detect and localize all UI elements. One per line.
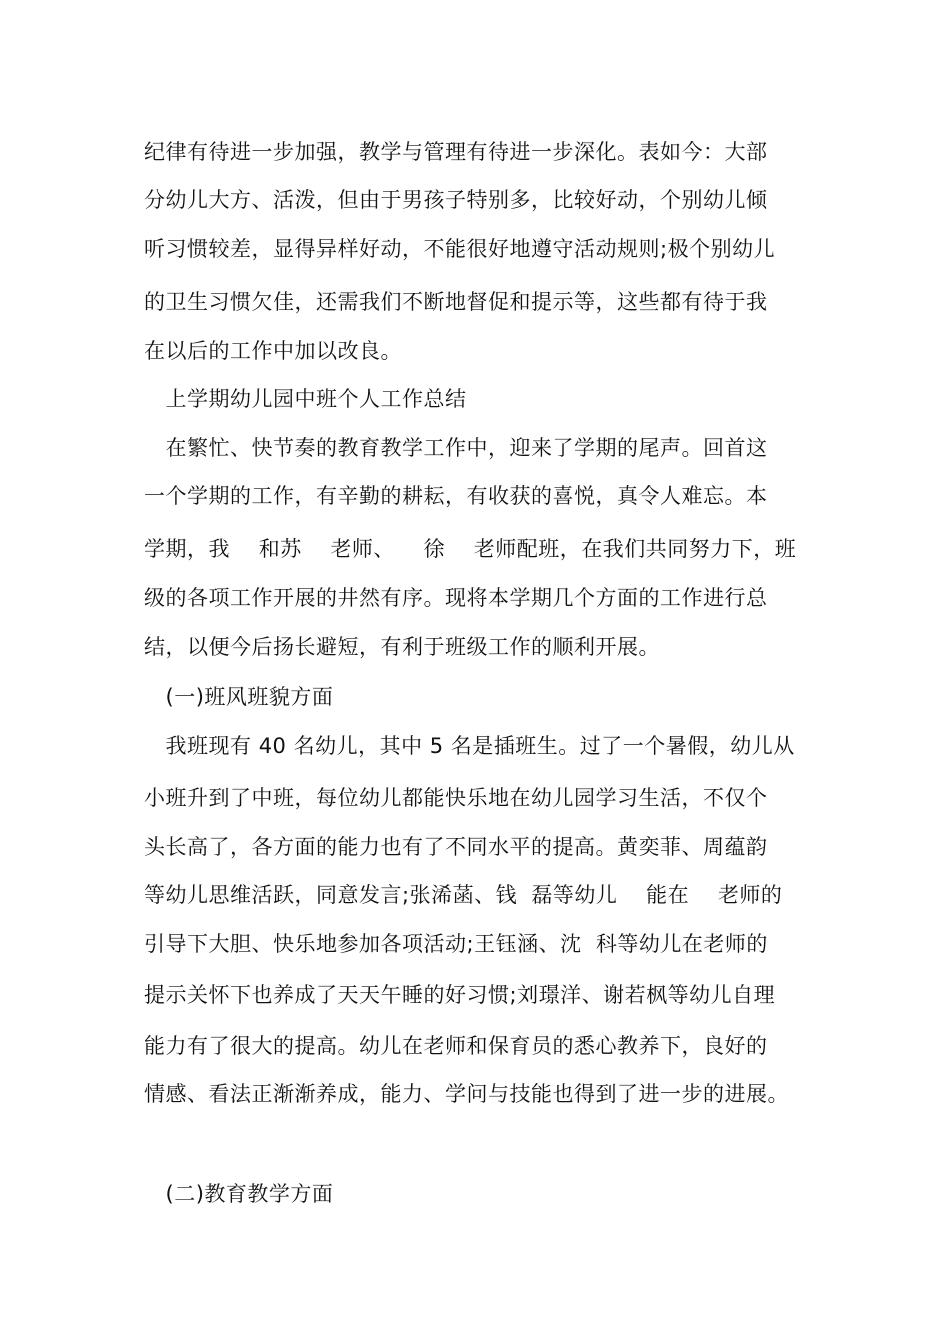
paragraph-line: 能力有了很大的提高。幼儿在老师和保育员的悉心教养下，良好的	[144, 1034, 768, 1058]
paragraph-line: 纪律有待进一步加强，教学与管理有待进一步深化。表如今：大部	[144, 140, 768, 164]
section-title: 上学期幼儿园中班个人工作总结	[144, 387, 467, 411]
paragraph-line: 小班升到了中班，每位幼儿都能快乐地在幼儿园学习生活，不仅个	[144, 786, 768, 810]
section-heading: (一)班风班貌方面	[144, 685, 334, 709]
paragraph-line: 学期，我 和苏 老师、 徐 老师配班，在我们共同努力下，班	[144, 537, 797, 561]
paragraph-line: 头长高了，各方面的能力也有了不同水平的提高。黄奕菲、周蕴韵	[144, 835, 768, 859]
paragraph-line: 听习惯较差，显得异样好动，不能很好地遵守活动规则;极个别幼儿	[144, 237, 776, 261]
section-heading: (二)教育教学方面	[144, 1182, 334, 1206]
paragraph-line: 提示关怀下也养成了天天午睡的好习惯;刘璟洋、谢若枫等幼儿自理	[144, 983, 776, 1007]
paragraph-line: 在繁忙、快节奏的教育教学工作中，迎来了学期的尾声。回首这	[144, 436, 768, 460]
paragraph-line: 分幼儿大方、活泼，但由于男孩子特别多，比较好动，个别幼儿倾	[144, 188, 768, 212]
paragraph-line: 引导下大胆、快乐地参加各项活动;王钰涵、沈 科等幼儿在老师的	[144, 932, 768, 956]
paragraph-line: 的卫生习惯欠佳，还需我们不断地督促和提示等，这些都有待于我	[144, 290, 768, 314]
paragraph-line: 结，以便今后扬长避短，有利于班级工作的顺利开展。	[144, 635, 660, 659]
paragraph-line: 情感、看法正渐渐养成，能力、学问与技能也得到了进一步的进展。	[144, 1082, 789, 1106]
paragraph-line: 等幼儿思维活跃，同意发言;张浠菡、钱 磊等幼儿 能在 老师的	[144, 883, 783, 907]
paragraph-line: 我班现有 40 名幼儿，其中 5 名是插班生。过了一个暑假，幼儿从	[144, 734, 795, 758]
paragraph-line: 在以后的工作中加以改良。	[144, 339, 402, 363]
paragraph-line: 一个学期的工作，有辛勤的耕耘，有收获的喜悦，真令人难忘。本	[144, 484, 768, 508]
paragraph-line: 级的各项工作开展的井然有序。现将本学期几个方面的工作进行总	[144, 586, 768, 610]
